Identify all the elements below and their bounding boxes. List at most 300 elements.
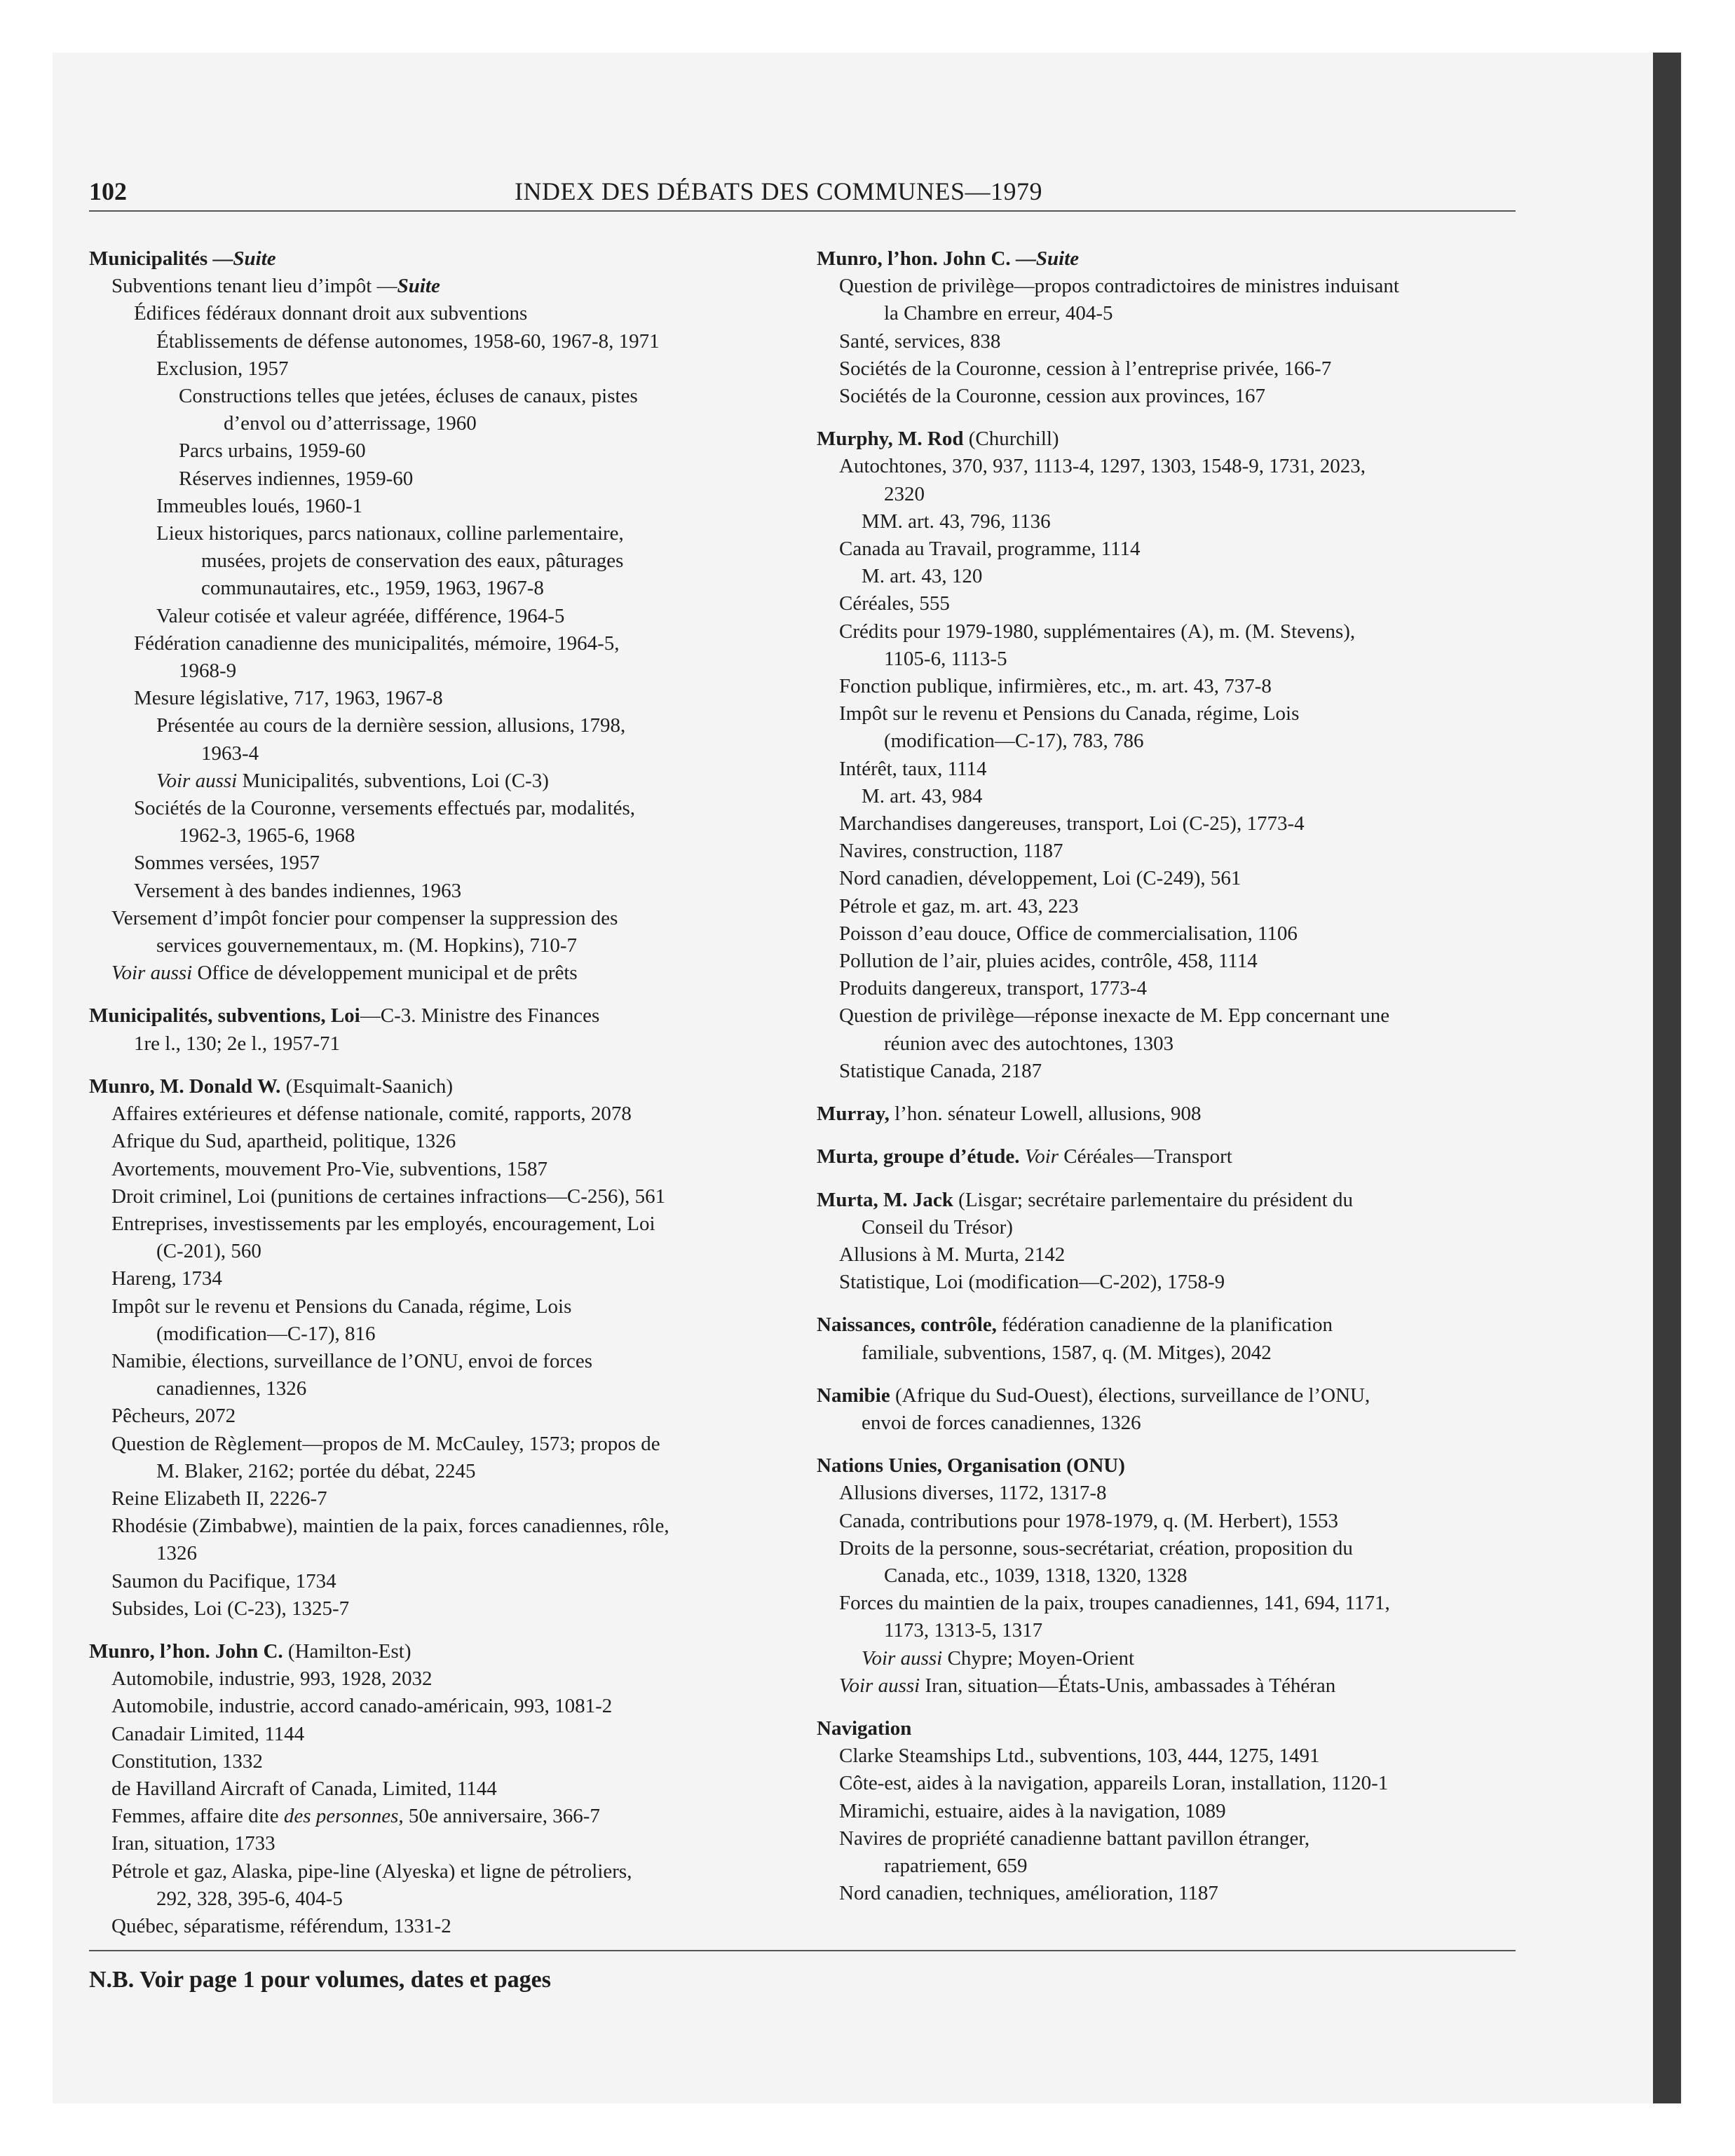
index-text-run: Municipalités, subventions, Loi <box>89 1004 360 1028</box>
index-line-text <box>839 1058 1539 1085</box>
index-text-run: 1968-9 <box>179 660 237 683</box>
index-text-run: Subsides, Loi (C-23), 1325-7 <box>111 1597 350 1620</box>
index-subentry-line <box>89 878 811 905</box>
index-heading-line <box>817 1715 1539 1742</box>
index-heading-line <box>817 1452 1539 1480</box>
index-text-run: Lieux historiques, parcs nationaux, colline parlementaire, <box>156 522 624 545</box>
index-subentry-line <box>817 1058 1539 1085</box>
index-line-text <box>111 1693 811 1720</box>
index-line-text <box>111 1183 811 1210</box>
index-text-run: Saumon du Pacifique, 1734 <box>111 1569 336 1592</box>
index-subentry-line <box>89 1156 811 1183</box>
index-text-run: Pollution de l’air, pluies acides, contrôle, 458, 1114 <box>839 950 1258 973</box>
index-text-run: canadiennes, 1326 <box>156 1377 307 1400</box>
index-text-run: Murray, <box>817 1103 890 1126</box>
index-subentry-line <box>89 630 811 657</box>
index-subentry-line <box>817 1339 1539 1367</box>
index-text-run: musées, projets de conservation des eaux, pâturages <box>201 550 624 573</box>
index-text-run: Autochtones, 370, 937, 1113-4, 1297, 1303, 1548-9, 1731, 2023, <box>839 455 1366 478</box>
index-heading-line <box>817 1382 1539 1410</box>
index-subentry-line <box>817 948 1539 975</box>
index-entry <box>817 1187 1539 1297</box>
index-subentry-line <box>89 1595 811 1623</box>
index-subentry-line <box>817 383 1539 410</box>
index-subentry-line <box>817 700 1539 728</box>
index-subentry-line <box>89 850 811 877</box>
index-subentry-line <box>817 1770 1539 1797</box>
index-subentry-line <box>89 355 811 383</box>
index-line-text <box>111 1485 811 1513</box>
index-entry <box>89 1002 811 1057</box>
index-subentry-line <box>817 355 1539 383</box>
index-text-run: Établissements de défense autonomes, 1958-60, 1967-8, 1971 <box>156 329 660 353</box>
index-text-run: Automobile, industrie, accord canado-américain, 993, 1081-2 <box>111 1695 613 1718</box>
index-subentry-line <box>89 410 811 437</box>
index-text-run: Mesure législative, 717, 1963, 1967-8 <box>134 687 443 710</box>
index-text-run: Fédération canadienne des municipalités, mémoire, 1964-5, <box>134 632 620 655</box>
index-text-run: Murta, groupe d’étude. <box>817 1145 1020 1168</box>
index-line-text <box>89 1002 811 1030</box>
index-subentry-line <box>89 1540 811 1567</box>
index-text-run: Crédits pour 1979-1980, supplémentaires (A), m. (M. Stevens), <box>839 620 1356 643</box>
index-text-run: Suite <box>1035 247 1080 270</box>
index-text-run: Navires, construction, 1187 <box>839 840 1063 863</box>
index-entry <box>817 425 1539 1085</box>
index-text-run: Automobile, industrie, 993, 1928, 2032 <box>111 1667 433 1691</box>
index-line-text <box>839 453 1539 480</box>
index-text-run: communautaires, etc., 1959, 1963, 1967-8 <box>201 577 544 600</box>
index-text-run: Chypre; Moyen-Orient <box>942 1646 1135 1670</box>
index-subentry-line <box>89 905 811 932</box>
index-line-text <box>111 1665 811 1693</box>
index-subentry-line <box>817 1853 1539 1880</box>
index-subentry-line <box>817 1825 1539 1853</box>
index-line-text <box>839 1241 1539 1269</box>
index-subentry-line <box>89 1128 811 1155</box>
index-text-run: Canadair Limited, 1144 <box>111 1722 305 1745</box>
index-text-run: Office de développement municipal et de prêts <box>192 962 578 985</box>
index-subentry-line <box>89 1693 811 1720</box>
index-line-text <box>817 1382 1539 1410</box>
index-subentry-line <box>817 590 1539 618</box>
index-line-text <box>156 603 811 630</box>
index-text-run: Céréales—Transport <box>1059 1145 1232 1168</box>
index-line-text <box>179 822 811 850</box>
index-heading-line <box>89 1638 811 1665</box>
index-line-text <box>839 355 1539 383</box>
index-text-run: 1re l., 130; 2e l., 1957-71 <box>134 1032 340 1055</box>
index-subentry-line <box>89 328 811 355</box>
index-subentry-line <box>89 1513 811 1540</box>
index-line-text <box>817 1187 1539 1214</box>
index-subentry-line <box>89 1458 811 1485</box>
index-line-text <box>817 1100 1539 1128</box>
index-text-run: Canada, contributions pour 1978-1979, q. (M. Herbert), 1553 <box>839 1509 1338 1532</box>
index-line-text <box>201 547 811 575</box>
index-subentry-line <box>89 1321 811 1348</box>
index-text-run: Munro, l’hon. John C. — <box>817 247 1036 270</box>
index-subentry-line <box>817 1590 1539 1617</box>
index-line-text <box>817 1452 1539 1480</box>
index-text-run: Rhodésie (Zimbabwe), maintien de la paix, forces canadiennes, rôle, <box>111 1515 669 1538</box>
footnote: N.B. Voir page 1 pour volumes, dates et pages <box>89 1967 551 1993</box>
index-line-text <box>839 1480 1539 1507</box>
index-subentry-line <box>89 767 811 795</box>
index-line-text <box>179 657 811 685</box>
index-line-text <box>156 1375 811 1403</box>
index-line-text <box>839 1672 1539 1700</box>
index-line-text <box>156 355 811 383</box>
index-line-text <box>839 838 1539 865</box>
index-line-text <box>111 1830 811 1857</box>
index-line-text <box>134 685 811 712</box>
index-subentry-line <box>817 1672 1539 1700</box>
index-subentry-line <box>89 1030 811 1058</box>
index-text-run: 1326 <box>156 1542 197 1565</box>
index-text-run: —C-3. Ministre des Finances <box>360 1004 600 1028</box>
index-line-text <box>111 1513 811 1540</box>
index-subentry-line <box>817 865 1539 892</box>
index-subentry-line <box>817 1645 1539 1672</box>
index-line-text <box>156 520 811 547</box>
index-line-text <box>134 878 811 905</box>
index-text-run: Murta, M. Jack <box>817 1188 953 1211</box>
index-line-text <box>839 673 1539 700</box>
index-line-text <box>884 1617 1539 1644</box>
index-text-run: Conseil du Trésor) <box>862 1215 1013 1239</box>
index-line-text <box>862 508 1539 535</box>
index-text-run: Namibie <box>817 1384 890 1407</box>
index-heading-line <box>817 425 1539 453</box>
index-text-run: (Esquimalt-Saanich) <box>280 1074 454 1098</box>
index-line-text <box>111 1265 811 1292</box>
index-text-run: Intérêt, taux, 1114 <box>839 757 987 780</box>
index-text-run: Voir aussi <box>839 1674 920 1697</box>
index-subentry-line <box>89 1485 811 1513</box>
index-line-text <box>111 1568 811 1595</box>
index-subentry-line <box>89 547 811 575</box>
index-line-text <box>839 1590 1539 1617</box>
index-line-text <box>201 740 811 767</box>
index-subentry-line <box>817 273 1539 300</box>
index-text-run: MM. art. 43, 796, 1136 <box>862 510 1051 533</box>
index-subentry-line <box>89 795 811 822</box>
index-line-text <box>817 245 1539 273</box>
index-text-run: (modification—C-17), 816 <box>156 1322 376 1345</box>
index-subentry-line <box>817 920 1539 948</box>
index-text-run: Nord canadien, développement, Loi (C-249), 561 <box>839 867 1241 890</box>
index-line-text <box>839 1770 1539 1797</box>
index-subentry-line <box>89 712 811 739</box>
running-title: INDEX DES DÉBATS DES COMMUNES—1979 <box>515 177 1043 205</box>
index-entry <box>817 1382 1539 1437</box>
index-text-run: Parcs urbains, 1959-60 <box>179 439 366 463</box>
index-text-run: Suite <box>233 247 276 270</box>
index-heading-line <box>89 1073 811 1100</box>
index-line-text <box>884 481 1539 508</box>
index-text-run: Murphy, M. Rod <box>817 428 964 451</box>
index-heading-line <box>817 245 1539 273</box>
index-line-text <box>839 383 1539 410</box>
index-text-run: Produits dangereux, transport, 1773-4 <box>839 977 1147 1000</box>
index-text-run <box>1019 1145 1024 1168</box>
index-text-run: Femmes, affaire dite <box>111 1805 284 1828</box>
index-text-run: 1962-3, 1965-6, 1968 <box>179 824 355 847</box>
index-text-run: Clarke Steamships Ltd., subventions, 103, 444, 1275, 1491 <box>839 1745 1320 1768</box>
index-text-run: la Chambre en erreur, 404-5 <box>884 302 1113 325</box>
index-line-text <box>839 273 1539 300</box>
index-line-text <box>884 300 1539 327</box>
index-text-run: familiale, subventions, 1587, q. (M. Mitges), 2042 <box>862 1341 1272 1364</box>
index-line-text <box>862 1645 1539 1672</box>
index-line-text <box>201 575 811 602</box>
index-subentry-line <box>89 1568 811 1595</box>
index-subentry-line <box>89 822 811 850</box>
index-text-run: Iran, situation, 1733 <box>111 1832 275 1855</box>
index-line-text <box>111 1913 811 1940</box>
index-text-run: Statistique, Loi (modification—C-202), 1758-9 <box>839 1271 1225 1294</box>
index-line-text <box>111 905 811 932</box>
index-subentry-line <box>817 810 1539 838</box>
index-line-text <box>111 1431 811 1458</box>
index-text-run: Sociétés de la Couronne, versements effectués par, modalités, <box>134 797 636 820</box>
index-text-run: Pétrole et gaz, Alaska, pipe-line (Alyeska) et ligne de pétroliers, <box>111 1860 632 1883</box>
index-text-run: (Afrique du Sud-Ouest), élections, surveillance de l’ONU, <box>890 1384 1370 1407</box>
index-subentry-line <box>817 783 1539 810</box>
index-line-text <box>839 865 1539 892</box>
index-subentry-line <box>817 1742 1539 1770</box>
index-text-run: Namibie, élections, surveillance de l’ONU, envoi de forces <box>111 1349 593 1372</box>
index-line-text <box>884 1853 1539 1880</box>
index-heading-line <box>89 1002 811 1030</box>
index-line-text <box>839 1742 1539 1770</box>
index-line-text <box>839 1508 1539 1535</box>
index-text-run: envoi de forces canadiennes, 1326 <box>862 1411 1141 1434</box>
index-subentry-line <box>89 932 811 960</box>
index-line-text <box>111 1403 811 1430</box>
index-text-run: Réserves indiennes, 1959-60 <box>179 467 414 490</box>
index-line-text <box>839 756 1539 783</box>
index-subentry-line <box>817 328 1539 355</box>
index-heading-line <box>817 1187 1539 1214</box>
index-text-run: Canada au Travail, programme, 1114 <box>839 538 1141 561</box>
index-subentry-line <box>89 657 811 685</box>
index-text-run: Fonction publique, infirmières, etc., m. art. 43, 737-8 <box>839 675 1272 698</box>
index-subentry-line <box>817 893 1539 920</box>
index-text-run: Sommes versées, 1957 <box>134 852 320 875</box>
index-text-run: Avortements, mouvement Pro-Vie, subventions, 1587 <box>111 1157 547 1180</box>
index-line-text <box>839 618 1539 646</box>
index-line-text <box>156 767 811 795</box>
index-subentry-line <box>817 1030 1539 1058</box>
index-text-run: Impôt sur le revenu et Pensions du Canada, régime, Lois <box>839 702 1300 725</box>
index-line-text <box>111 1595 811 1623</box>
index-text-run: 2320 <box>884 482 925 505</box>
index-entry <box>817 1311 1539 1366</box>
index-subentry-line <box>89 1431 811 1458</box>
index-text-run: Naissances, contrôle, <box>817 1314 997 1337</box>
index-subentry-line <box>89 1100 811 1128</box>
index-text-run: réunion avec des autochtones, 1303 <box>884 1032 1174 1055</box>
index-text-run: Allusions diverses, 1172, 1317-8 <box>839 1482 1107 1505</box>
index-entry <box>817 1143 1539 1171</box>
index-text-run: M. Blaker, 2162; portée du débat, 2245 <box>156 1459 476 1482</box>
index-subentry-line <box>817 646 1539 673</box>
index-line-text <box>862 1339 1539 1367</box>
scan-edge-bar <box>1653 53 1681 2103</box>
index-subentry-line <box>89 960 811 987</box>
index-text-run: 1105-6, 1113-5 <box>884 647 1007 670</box>
index-line-text <box>884 728 1539 755</box>
index-subentry-line <box>89 1403 811 1430</box>
index-line-text <box>156 1238 811 1265</box>
index-text-run: Iran, situation—États-Unis, ambassades à Téhéran <box>920 1674 1336 1697</box>
index-text-run: Exclusion, 1957 <box>156 357 289 380</box>
index-line-text <box>156 712 811 739</box>
index-text-run: (modification—C-17), 783, 786 <box>884 730 1144 753</box>
index-text-run: Côte-est, aides à la navigation, appareils Loran, installation, 1120-1 <box>839 1772 1389 1795</box>
index-subentry-line <box>89 465 811 493</box>
index-line-text <box>111 1721 811 1748</box>
index-subentry-line <box>817 756 1539 783</box>
index-column-right <box>817 245 1539 1923</box>
index-text-run: Entreprises, investissements par les employés, encouragement, Loi <box>111 1212 655 1235</box>
index-entry <box>89 245 811 987</box>
index-text-run: l’hon. sénateur Lowell, allusions, 908 <box>889 1103 1202 1126</box>
index-line-text <box>111 273 811 300</box>
index-line-text <box>839 1535 1539 1562</box>
index-subentry-line <box>89 1721 811 1748</box>
index-subentry-line <box>89 1830 811 1857</box>
index-heading-line <box>817 1311 1539 1339</box>
index-text-run: Municipalités — <box>89 247 233 270</box>
index-text-run: (Hamilton-Est) <box>283 1639 411 1663</box>
index-subentry-line <box>89 575 811 602</box>
index-line-text <box>156 1458 811 1485</box>
index-line-text <box>179 383 811 410</box>
index-text-run: Pétrole et gaz, m. art. 43, 223 <box>839 894 1079 917</box>
index-entry <box>817 1715 1539 1907</box>
index-entry <box>817 1452 1539 1700</box>
index-subentry-line <box>89 1375 811 1403</box>
index-line-text <box>839 1880 1539 1907</box>
index-line-text <box>839 328 1539 355</box>
index-line-text <box>156 1885 811 1913</box>
index-text-run: (C-201), 560 <box>156 1240 261 1263</box>
index-line-text <box>224 410 811 437</box>
index-text-run: de Havilland Aircraft of Canada, Limited, 1144 <box>111 1777 497 1800</box>
index-subentry-line <box>89 1238 811 1265</box>
index-subentry-line <box>89 273 811 300</box>
index-entry <box>817 245 1539 410</box>
index-line-text <box>839 590 1539 618</box>
index-text-run: Versement à des bandes indiennes, 1963 <box>134 879 462 902</box>
index-text-run: Nord canadien, techniques, amélioration, 1187 <box>839 1882 1218 1905</box>
index-text-run: 292, 328, 395-6, 404-5 <box>156 1887 343 1910</box>
index-line-text <box>156 328 811 355</box>
index-line-text <box>111 1858 811 1885</box>
index-text-run: Subventions tenant lieu d’impôt — <box>111 275 397 298</box>
index-text-run: Impôt sur le revenu et Pensions du Canada, régime, Lois <box>111 1295 572 1318</box>
index-subentry-line <box>89 1858 811 1885</box>
index-text-run: Constructions telles que jetées, écluses de canaux, pistes <box>179 385 638 408</box>
index-line-text <box>134 850 811 877</box>
index-text-run: Versement d’impôt foncier pour compenser la suppression des <box>111 906 618 929</box>
index-subentry-line <box>817 1880 1539 1907</box>
index-line-text <box>839 1825 1539 1853</box>
index-subentry-line <box>817 481 1539 508</box>
index-subentry-line <box>89 603 811 630</box>
index-subentry-line <box>89 1913 811 1940</box>
index-subentry-line <box>89 1183 811 1210</box>
index-text-run: Voir <box>1024 1145 1059 1168</box>
index-line-text <box>156 932 811 960</box>
index-subentry-line <box>817 1410 1539 1437</box>
index-text-run: Affaires extérieures et défense nationale, comité, rapports, 2078 <box>111 1103 632 1126</box>
index-line-text <box>839 948 1539 975</box>
index-text-run: Édifices fédéraux donnant droit aux subventions <box>134 302 528 325</box>
index-subentry-line <box>89 1748 811 1775</box>
index-subentry-line <box>817 1798 1539 1825</box>
index-line-text <box>862 1214 1539 1241</box>
index-text-run: 1963-4 <box>201 742 259 765</box>
index-text-run: M. art. 43, 120 <box>862 565 983 588</box>
index-subentry-line <box>817 563 1539 590</box>
index-subentry-line <box>89 383 811 410</box>
index-line-text <box>134 630 811 657</box>
header-rule <box>89 210 1516 212</box>
index-line-text <box>839 700 1539 728</box>
index-line-text <box>839 535 1539 563</box>
index-text-run: Voir aussi <box>156 769 238 792</box>
index-subentry-line <box>89 1803 811 1830</box>
index-line-text <box>817 1143 1539 1171</box>
index-subentry-line <box>89 300 811 327</box>
index-line-text <box>111 1748 811 1775</box>
index-line-text <box>839 975 1539 1002</box>
index-line-text <box>839 810 1539 838</box>
index-entry <box>89 1073 811 1623</box>
index-line-text <box>839 920 1539 948</box>
index-line-text <box>884 1562 1539 1590</box>
index-text-run: Hareng, 1734 <box>111 1267 222 1290</box>
index-subentry-line <box>817 300 1539 327</box>
index-line-text <box>156 1321 811 1348</box>
index-text-run: Droit criminel, Loi (punitions de certaines infractions—C-256), 561 <box>111 1185 666 1208</box>
index-line-text <box>111 1100 811 1128</box>
index-column-left <box>89 245 811 1956</box>
index-text-run: Question de privilège—réponse inexacte de M. Epp concernant une <box>839 1004 1390 1028</box>
index-text-run: Nations Unies, Organisation (ONU) <box>817 1454 1125 1478</box>
footer-rule <box>89 1950 1516 1951</box>
index-text-run: M. art. 43, 984 <box>862 784 983 807</box>
index-subentry-line <box>89 1348 811 1375</box>
index-line-text <box>111 1210 811 1238</box>
index-line-text <box>839 893 1539 920</box>
index-line-text <box>884 646 1539 673</box>
index-text-run: Pêcheurs, 2072 <box>111 1405 236 1428</box>
index-text-run: Québec, séparatisme, référendum, 1331-2 <box>111 1914 451 1937</box>
index-subentry-line <box>89 1293 811 1321</box>
index-line-text <box>111 960 811 987</box>
index-text-run: Reine Elizabeth II, 2226-7 <box>111 1487 327 1510</box>
index-line-text <box>884 1030 1539 1058</box>
index-text-run: Navigation <box>817 1717 912 1740</box>
index-line-text <box>179 465 811 493</box>
index-line-text <box>839 1798 1539 1825</box>
index-subentry-line <box>817 975 1539 1002</box>
index-text-run: Voir aussi <box>862 1646 943 1670</box>
